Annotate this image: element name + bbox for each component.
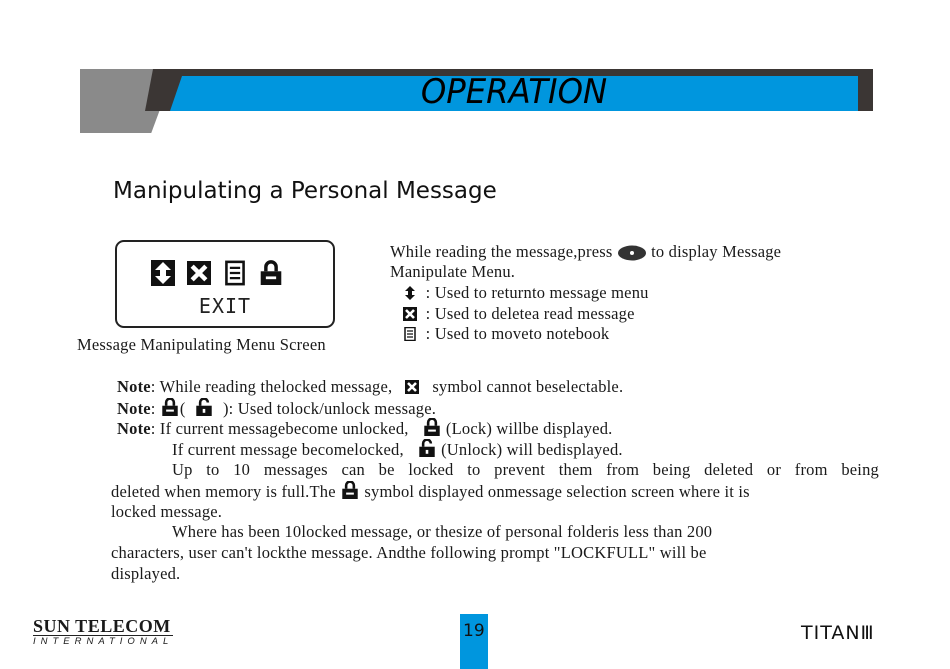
note-text: ): Used tolock/unlock message.	[222, 399, 437, 418]
page-title: OPERATION	[420, 72, 608, 112]
paragraph-6: displayed.	[111, 564, 181, 583]
note-text: symbol displayed onmessage selection screen where it is	[364, 482, 750, 501]
paragraph-5: characters, user can't lockthe message. Andthe following prompt "LOCKFULL" will be	[111, 543, 707, 562]
up-down-arrow-icon	[151, 260, 175, 286]
lcd-exit-label: EXIT	[198, 294, 252, 318]
lcd-screen	[115, 240, 335, 328]
legend-item	[403, 283, 649, 303]
note-1	[117, 377, 623, 397]
up-down-arrow-icon	[403, 286, 417, 300]
intro-text: While reading the message,press	[390, 242, 613, 261]
intro-line-1	[390, 242, 781, 262]
paragraph-4: Where has been 10locked message, or thesize of personal folderis less than 200	[172, 522, 713, 541]
unlock-icon	[417, 439, 437, 457]
legend-text: : Used to returnto message menu	[425, 283, 649, 302]
note-2	[117, 398, 436, 419]
center-key-icon	[617, 245, 647, 261]
page-number-tab	[460, 614, 488, 669]
note-text: (Lock) willbe displayed.	[445, 419, 613, 438]
notebook-icon	[403, 327, 417, 341]
delete-x-icon	[187, 260, 211, 286]
note-text: symbol cannot beselectable.	[432, 377, 624, 396]
lock-icon	[259, 260, 283, 286]
screen-caption: Message Manipulating Menu Screen	[77, 335, 326, 354]
note-3	[117, 418, 612, 439]
note-text: : If current messagebecome unlocked,	[150, 419, 409, 438]
paragraph-1: Up to 10 messages can be locked to prevent them from being deleted or from being	[172, 460, 879, 479]
lock-icon	[422, 418, 442, 436]
legend-item	[403, 304, 635, 324]
intro-text: to display Message	[651, 242, 782, 261]
sun-telecom-logo	[33, 617, 173, 647]
page-number: 19	[463, 621, 485, 641]
note-text: deleted when memory is full.The	[111, 482, 336, 501]
lock-icon	[340, 481, 360, 499]
note-4	[172, 439, 623, 460]
notebook-icon	[223, 260, 247, 286]
delete-x-icon	[403, 307, 417, 321]
paragraph-2	[111, 481, 750, 502]
note-label: Note	[117, 399, 151, 418]
delete-x-icon	[405, 380, 419, 394]
legend-item	[403, 324, 609, 344]
lock-icon	[160, 398, 180, 416]
unlock-icon	[194, 398, 214, 416]
note-text: (Unlock) will bedisplayed.	[441, 440, 623, 459]
note-label: Note	[117, 377, 151, 396]
intro-line-2: Manipulate Menu.	[390, 262, 516, 281]
note-label: Note	[117, 419, 151, 438]
legend-text: : Used to deletea read message	[425, 304, 635, 323]
model-logo: TITANⅢ	[801, 622, 875, 644]
logo-brand: SUN TELECOM	[33, 617, 173, 636]
note-text: :	[150, 399, 156, 418]
section-heading: Manipulating a Personal Message	[113, 178, 497, 204]
legend-text: : Used to moveto notebook	[425, 324, 610, 343]
note-text: (	[179, 399, 186, 418]
logo-subtitle: INTERNATIONAL	[33, 636, 174, 647]
paragraph-3: locked message.	[111, 502, 223, 521]
note-text: : While reading thelocked message,	[150, 377, 393, 396]
note-text: If current message becomelocked,	[172, 440, 404, 459]
